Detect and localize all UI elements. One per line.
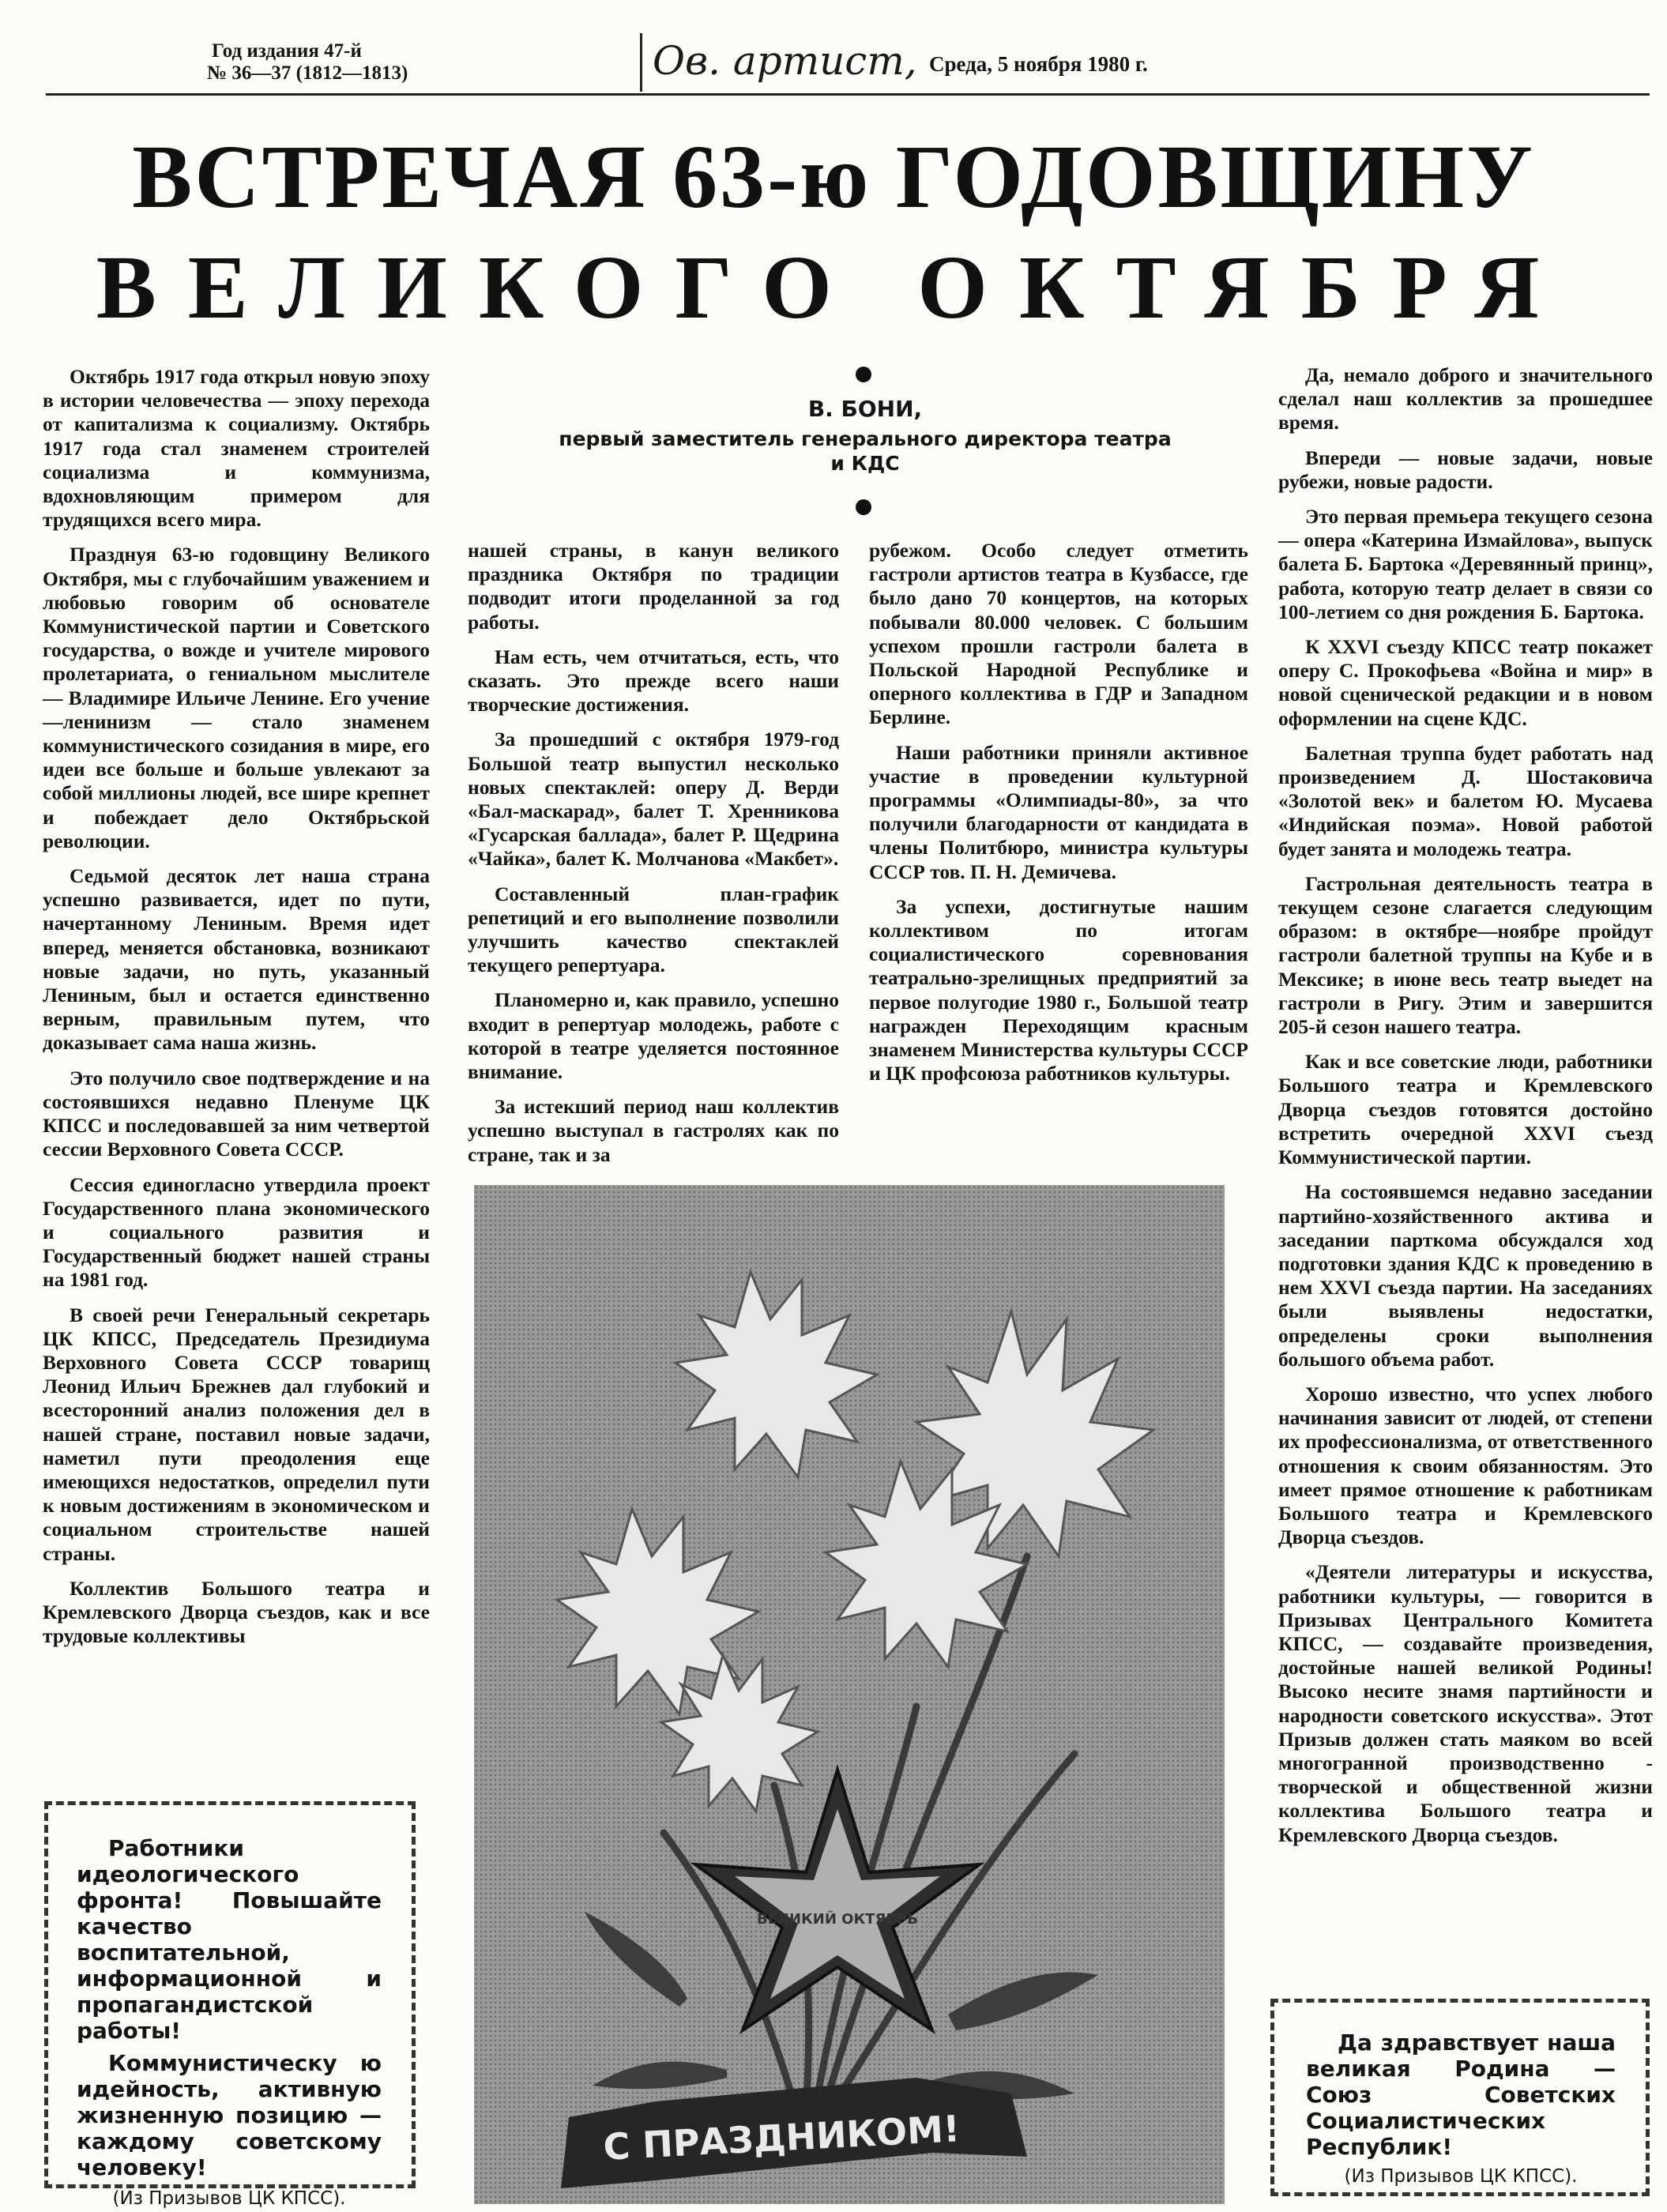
paragraph: Сессия единогласно утвердила проект Государственного плана экономического и социального развития и Государственный бюджет нашей страны на 1981 год. — [43, 1172, 430, 1292]
paragraph: Это первая премьера текущего сезона — опера «Катерина Измайлова», выпуск балета Б. Бартока «Деревянный принц», работа, которую театр делает в связи со 100-летием со дня рождения Б. Бартока. — [1278, 505, 1653, 623]
slogan-line: Работники идеологического фронта! Повышайте качество воспитательной, информационной и пропагандистской работы! — [77, 1835, 382, 2044]
article-column-1 — [43, 365, 430, 1659]
byline-dot-top — [856, 367, 871, 382]
paragraph: Гастрольная деятельность театра в текущем сезоне слагается следующим образом: в октябре—ноябре пройдут гастроли балетной труппы на Кубе и в Мексике; в июне весь театр выедет на гастроли в Ригу. Этим и завершится 205-й сезон нашего театра. — [1278, 871, 1653, 1039]
slogan-line: Коммунистическу ю идейность, активную жизненную позицию — каждому советскому человеку! — [77, 2050, 382, 2180]
paragraph: К XXVI съезду КПСС театр покажет оперу С. Прокофьева «Война и мир» в новой сценической редакции и в новом оформлении на сцене КДС. — [1278, 635, 1653, 730]
article-column-3 — [869, 539, 1248, 1097]
paragraph: Составленный план-график репетиций и его выполнение позволили улучшить качество спектаклей текущего репертуара. — [468, 882, 839, 977]
paragraph: Хорошо известно, что успех любого начинания зависит от людей, от степени их профессионализма, от ответственного отношения к своим обязанностям. Это имеет прямое отношение к работникам Большого театра и Кремлевского Дворца съездов. — [1278, 1382, 1653, 1549]
paragraph: Впереди — новые задачи, новые рубежи, новые радости. — [1278, 446, 1653, 493]
slogan-box-right — [1270, 1999, 1650, 2196]
slogan-source: (Из Призывов ЦК КПСС). — [112, 2188, 346, 2209]
article-column-2 — [468, 539, 839, 1178]
issue-number: № 36—37 (1812—1813) — [207, 62, 408, 84]
paragraph: Коллектив Большого театра и Кремлевского Дворца съездов, как и все трудовые коллективы — [43, 1576, 430, 1648]
byline-dot-bottom — [856, 499, 871, 515]
slogan-box-left — [44, 1801, 416, 2209]
author-position: первый заместитель генерального директора театра и КДС — [559, 427, 1172, 475]
paragraph: В своей речи Генеральный секретарь ЦК КПСС, Председатель Президиума Верховного Совета СССР товарищ Леонид Ильич Брежнев дал глубокий и всесторонний анализ положения дел в нашей стране, поставил новые задачи, наметил пути преодоления еще имеющихся недостатков, определил пути к новым достижениям в экономическом и социальном строительстве нашей страны. — [43, 1303, 430, 1565]
paragraph: Седьмой десяток лет наша страна успешно развивается, идет по пути, начертанному Лениным. Время идет вперед, меняется обстановка, возникают новые задачи, но путь, указанный Лениным, был и остается единственно верным, правильным путем, что доказывает сама наша жизнь. — [43, 864, 430, 1055]
slogan-right — [1306, 2030, 1616, 2160]
paragraph: За прошедший с октября 1979-год Большой театр выпустил несколько новых спектаклей: оперу Д. Верди «Бал-маскарад», балет Т. Хренникова «Гусарская баллада», балет Р. Щедрина «Чайка», балет К. Молчанова «Макбет». — [468, 728, 839, 871]
paragraph: Нам есть, чем отчитаться, есть, что сказать. Это прежде всего наши творческие достижения. — [468, 645, 839, 717]
ribbon-text: С ПРАЗДНИКОМ! — [602, 2107, 961, 2169]
author-name: В. БОНИ, — [807, 396, 923, 422]
slogan-left — [77, 1835, 382, 2180]
paragraph: За истекший период наш коллектив успешно выступал в гастролях как по стране, так и за — [468, 1095, 839, 1166]
paragraph: Балетная труппа будет работать над произведением Д. Шостаковича «Золотой век» и балетом Ю. Мусаева «Индийская поэма». Новой работой будет занята и молодежь театра. — [1278, 741, 1653, 860]
masthead-rule — [46, 93, 1650, 96]
masthead-vbar — [640, 33, 642, 92]
issue-date: Среда, 5 ноября 1980 г. — [929, 52, 1148, 76]
flowers-and-star-image — [474, 1185, 1225, 2204]
paragraph: Наши работники приняли активное участие в проведении культурной программы «Олимпиады-80», за что получили благодарности от кандидата в члены Политбюро, министра культуры СССР тов. П. Н. Демичева. — [869, 740, 1248, 883]
paragraph: нашей страны, в канун великого праздника Октября по традиции подводит итоги проделанной за год работы. — [468, 539, 839, 634]
paragraph: На состоявшемся недавно заседании партийно-хозяйственного актива и заседании парткома обсуждался ход подготовки здания КДС к проведению в нем XXVI съезда партии. На заседаниях были выявлены недостатки, определены сроки выполнения большого объема работ. — [1278, 1180, 1653, 1371]
paragraph: Это получило свое подтверждение и на состоявшихся недавно Пленуме ЦК КПСС и последовавшей за ним четвертой сессии Верховного Совета СССР. — [43, 1066, 430, 1161]
paragraph: Планомерно и, как правило, успешно входит в репертуар молодежь, работе с которой в театре уделяется постоянное внимание. — [468, 988, 839, 1084]
slogan-source: (Из Призывов ЦК КПСС). — [1344, 2166, 1578, 2187]
star-text: ВЕЛИКИЙ ОКТЯБРЬ — [757, 1911, 918, 1928]
paragraph: Как и все советские люди, работники Большого театра и Кремлевского Дворца съездов готовятся достойно встретить очередной XXVI съезд Коммунистической партии. — [1278, 1050, 1653, 1169]
paragraph: Да, немало доброго и значительного сделал наш коллектив за прошедшее время. — [1278, 363, 1653, 434]
headline-line-2: ВЕЛИКОГО ОКТЯБРЯ — [96, 237, 1571, 337]
paragraph: Октябрь 1917 года открыл новую эпоху в истории человечества — эпоху перехода от капитализма к социализму. Октябрь 1917 года стал знаменем строителей социализма и коммунизма, вдохновляющим примером для трудящихся всего мира. — [43, 365, 430, 532]
paragraph: За успехи, достигнутые нашим коллективом по итогам социалистического соревнования театрально-зрелищных предприятий за первое полугодие 1980 г., Большой театр награжден Переходящим красным знаменем Министерства культуры СССР и ЦК профсоюза работников культуры. — [869, 894, 1248, 1085]
paragraph: Празднуя 63-ю годовщину Великого Октября, мы с глубочайшим уважением и любовью говорим об основателе Коммунистической партии и Советского государства, о вожде и учителе мирового пролетариата, о гениальном мыслителе — Владимире Ильиче Ленине. Его учение—ленинизм — стало знаменем коммунистического созидания в мире, его идеи все больше и больше увлекают за собой миллионы людей, все шире крепнет и побеждает дело Октябрьской революции. — [43, 543, 430, 852]
article-column-4 — [1278, 363, 1653, 1858]
handwritten-note: Ов. артист, — [653, 38, 917, 84]
paragraph: рубежом. Особо следует отметить гастроли артистов театра в Кузбассе, где было дано 70 концертов, на которых побывали 80.000 человек. С большим успехом прошли гастроли балета в Польской Народной Республике и оперного коллектива в ГДР и Западном Берлине. — [869, 539, 1248, 729]
holiday-illustration — [474, 1185, 1225, 2204]
edition-year: Год издания 47-й — [212, 40, 362, 62]
slogan-line: Да здравствует наша великая Родина — Союз Советских Социалистических Республик! — [1306, 2030, 1616, 2160]
headline-line-1: ВСТРЕЧАЯ 63-ю ГОДОВЩИНУ — [132, 126, 1535, 227]
paragraph: «Деятели литературы и искусства, работники культуры, — говорится в Призывах Центрального Комитета КПСС, — создавайте произведения, достойные нашей великой Родины! Высоко несите знамя партийности и народности советского искусства». Этот Призыв должен стать маяком во всей многогранной производственно - творческой и общественной жизни коллектива Большого театра и Кремлевского Дворца съездов. — [1278, 1560, 1653, 1846]
